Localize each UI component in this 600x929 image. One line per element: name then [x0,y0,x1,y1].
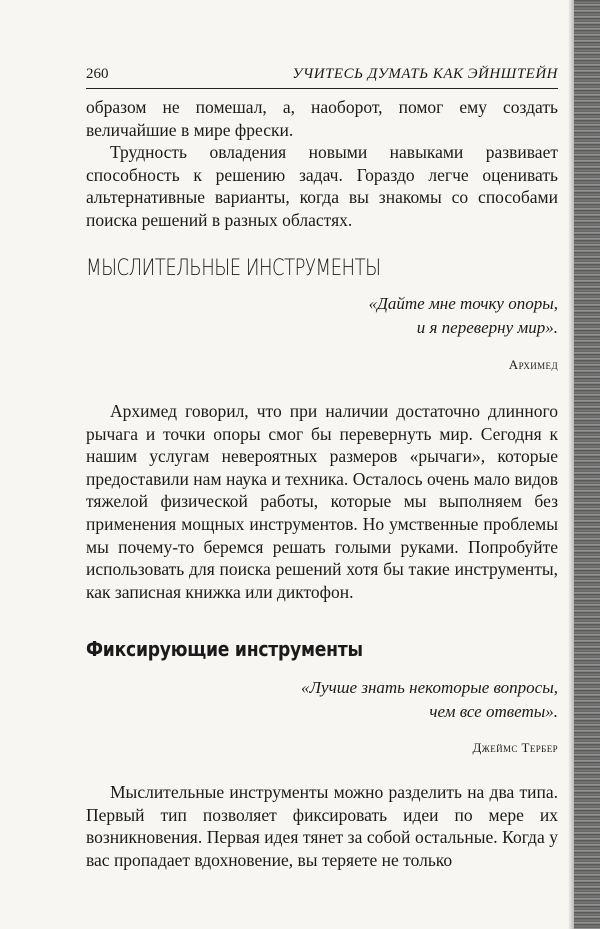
section-epigraph [369,292,558,340]
section-heading: МЫСЛИТЕЛЬНЫЕ ИНСТРУМЕНТЫ [86,256,381,281]
paragraph-continuation: образом не помешал, а, наоборот, помог ему создать величайшие в мире фрески. [86,97,558,140]
subsection-epigraph [301,676,558,724]
paragraph-skills: Трудность овладения новыми навыками развивает способность к решению задач. Гораздо легче оценивать альтернативные варианты, когда вы знакомы со способами поиска решений в разных областях. [86,142,558,230]
epigraph-author: Джеймс Тербер [472,740,558,755]
subsection-heading: Фиксирующие инструменты [86,637,363,661]
epigraph-author: Архимед [508,357,558,372]
epigraph-line: чем все ответы». [429,702,558,721]
page-number: 260 [86,66,109,82]
epigraph-line: «Дайте мне точку опоры, [368,294,558,313]
epigraph-line: «Лучше знать некоторые вопросы, [301,678,558,697]
paragraph-archimedes: Архимед говорил, что при наличии достаточно длинного рычага и точки опоры смог бы перевернуть мир. Сегодня к нашим услугам невероятных размеров «рычаги», которые предоставили нам наука и техника. Осталось очень мало видов тяжелой физической работы, которые мы выполняем без применения мощных инструментов. Но умственные проблемы мы почему-то беремся решать голыми руками. Попробуйте использовать для поиска решений хотя бы такие инструменты, как записная книжка или диктофон. [86,401,558,602]
paragraph-tools-types: Мыслительные инструменты можно разделить на два типа. Первый тип позволяет фиксировать идеи по мере их возникновения. Первая идея тянет за собой остальные. Когда у вас пропадает вдохновение, вы теряете не только [86,782,558,870]
running-title: УЧИТЕСЬ ДУМАТЬ КАК ЭЙНШТЕЙН [292,66,558,82]
page-edge-shadow [574,0,600,929]
running-header [86,62,558,89]
epigraph-line: и я переверну мир». [416,318,558,337]
page-gutter-shadow [568,0,574,929]
